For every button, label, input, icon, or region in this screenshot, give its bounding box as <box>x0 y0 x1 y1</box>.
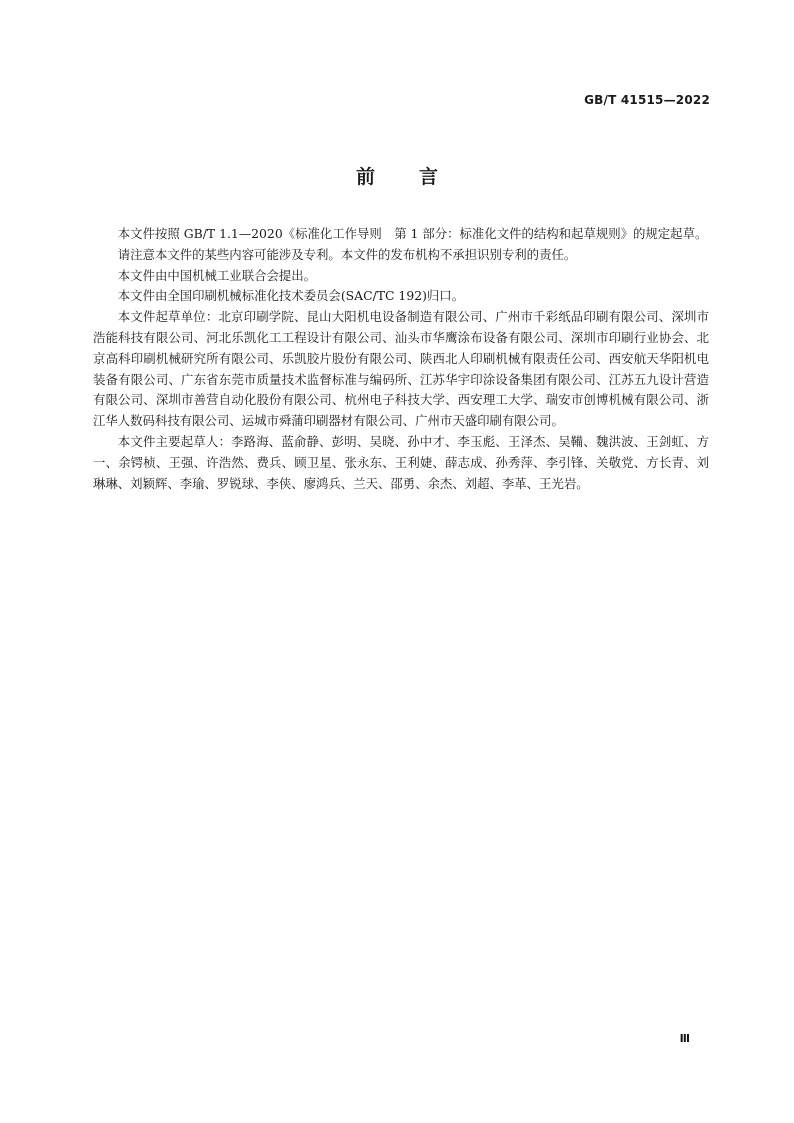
paragraph-patent-notice: 请注意本文件的某些内容可能涉及专利。本文件的发布机构不承担识别专利的责任。 <box>117 246 577 262</box>
paragraph-main-drafters: 本文件主要起草人：李路海、蓝俞静、彭明、吴晓、孙中才、李玉彪、王泽杰、吴鞴、魏洪波、王剑虹、方一、余锷桢、王强、许浩然、费兵、顾卫星、张永东、王利婕、薛志成、孙秀萍、李引锋、关敬党、方长青、刘琳琳、刘颖辉、李瑜、罗锐球、李侠、廖鸿兵、兰天、邵勇、余杰、刘超、李革、王光岩。 <box>93 433 709 491</box>
paragraph-committee: 本文件由全国印刷机械标准化技术委员会(SAC/TC 192)归口。 <box>117 288 465 304</box>
paragraph-drafting-rules: 本文件按照 GB/T 1.1—2020《标准化工作导则 第 1 部分：标准化文件的结构和起草规则》的规定起草。 <box>117 226 708 241</box>
standard-number: GB/T 41515—2022 <box>584 93 710 107</box>
foreword-body <box>93 224 709 494</box>
paragraph-proposer: 本文件由中国机械工业联合会提出。 <box>117 267 317 283</box>
page-number: Ⅲ <box>679 1032 690 1045</box>
paragraph-drafting-units: 本文件起草单位：北京印刷学院、昆山大阳机电设备制造有限公司、广州市千彩纸品印刷有限公司、深圳市浩能科技有限公司、河北乐凯化工工程设计有限公司、汕头市华鹰涂布设备有限公司、深圳市印刷行业协会、北京高科印刷机械研究所有限公司、乐凯胶片股份有限公司、陕西北人印刷机械有限责任公司、西安航天华阳机电装备有限公司、广东省东莞市质量技术监督标准与编码所、江苏华宇印涂设备集团有限公司、江苏五九设计营造有限公司、深圳市善营自动化股份有限公司、杭州电子科技大学、西安理工大学、瑞安市创博机械有限公司、浙江华人数码科技有限公司、运城市舜蒲印刷器材有限公司、广州市天盛印刷有限公司。 <box>93 309 709 429</box>
page-title: 前言 <box>355 166 482 188</box>
